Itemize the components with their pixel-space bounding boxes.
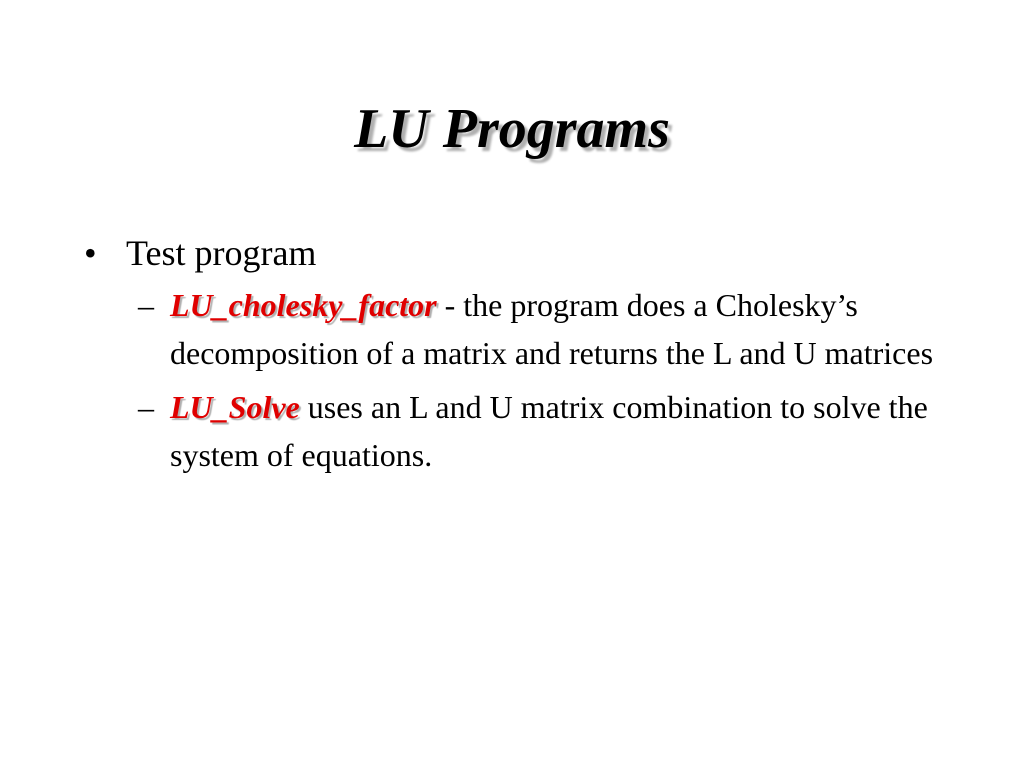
- sub-bullet-text: uses an L and U matrix combination to solve the system of equations.: [170, 389, 928, 474]
- slide-title: LU Programs: [354, 98, 670, 160]
- program-name-cholesky-factor: LU_cholesky_factor: [170, 287, 437, 324]
- sub-bullet-marker: –: [138, 389, 154, 426]
- slide-body: [84, 232, 944, 485]
- sub-bullet-text: - the program does a Cholesky’s decomposition of a matrix and returns the L and U matrices: [170, 287, 934, 372]
- sub-bullet-lu-solve: [84, 383, 944, 479]
- sub-bullet-marker: –: [138, 287, 154, 324]
- sub-bullet-cholesky-factor: [84, 281, 944, 377]
- bullet-text: Test program: [126, 233, 317, 273]
- program-name-lu-solve: LU_Solve: [170, 389, 300, 426]
- bullet-test-program: [84, 232, 944, 275]
- bullet-marker: •: [84, 233, 97, 273]
